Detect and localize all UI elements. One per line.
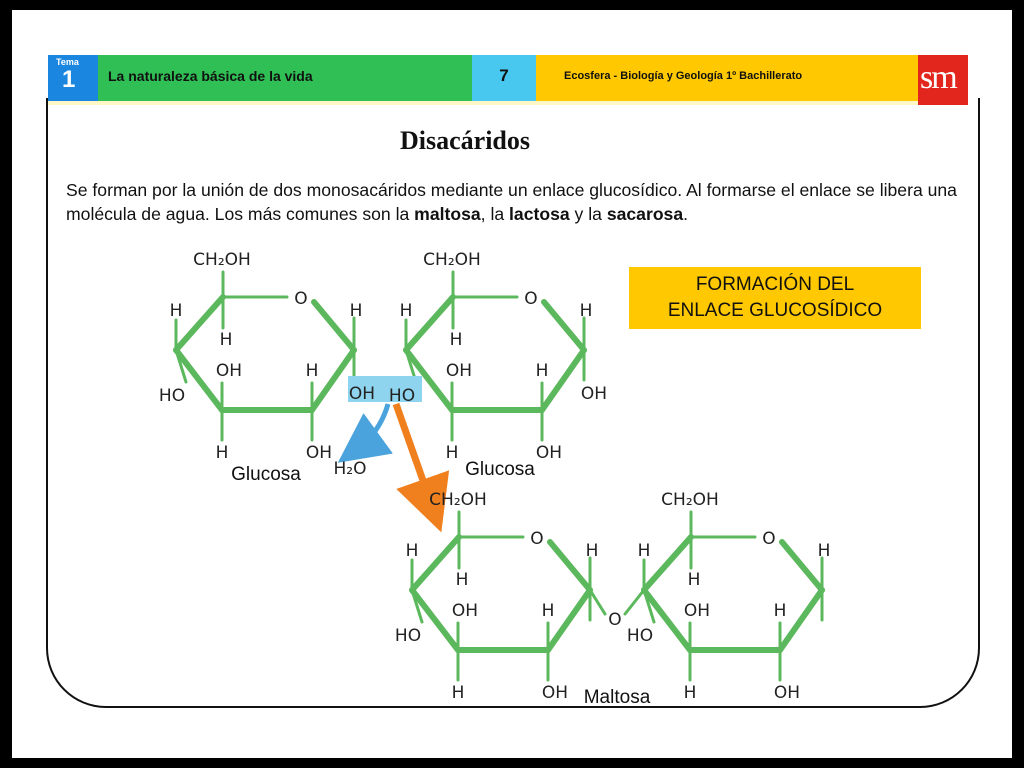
glucose-2-h2-label: H <box>535 361 549 381</box>
maltose-ring-2-bond-c4-c5 <box>644 537 691 590</box>
glycosidic-bond-right <box>625 590 644 614</box>
glycosidic-oxygen: O <box>608 610 622 630</box>
tema-number: 1 <box>62 66 76 93</box>
product-arrow <box>396 404 432 506</box>
para-part1: Se forman por la unión de dos monosacáridos mediante un enlace glucosídico. Al formarse el enlace se libera una molécula de agua. Los más comunes son la <box>66 180 957 224</box>
glucose-2-ho4-label: HO <box>388 386 416 406</box>
glucose-1-oh2-label: OH <box>305 443 333 463</box>
maltose-ring-2-oh3-label: OH <box>683 601 711 621</box>
unit-title: La naturaleza básica de la vida <box>108 68 313 84</box>
maltose-label: Maltosa <box>583 687 651 708</box>
maltose-ring-2-h1-label: H <box>817 541 831 561</box>
glucose-1-h1-label: H <box>349 301 363 321</box>
glucose-2-label: Glucosa <box>465 459 535 480</box>
maltose-ring-1-oh2-label: OH <box>541 683 569 703</box>
para-part3: y la <box>569 204 607 224</box>
glucose-1-c1-sub-label: OH <box>348 384 376 404</box>
glucose-1-h2-label: H <box>305 361 319 381</box>
maltose-ring-1-bond-c4-c5 <box>412 537 459 590</box>
maltose-ring-2-ring-oxygen: O <box>762 529 776 549</box>
maltose-ring-2-ch2oh-label: CH₂OH <box>661 490 719 510</box>
maltose-ring-1-h3-label: H <box>451 683 465 703</box>
glucose-2-oh2-label: OH <box>535 443 563 463</box>
maltose-ring-1-ho4-label: HO <box>394 626 422 646</box>
badge-line1: FORMACIÓN DEL <box>695 274 855 295</box>
maltose-ring-2-h3-label: H <box>683 683 697 703</box>
page-number: 7 <box>499 66 509 85</box>
water-label: H₂O <box>333 459 367 479</box>
maltose-ring-1-ch2oh-label: CH₂OH <box>429 490 487 510</box>
water-release-arrow <box>358 404 388 448</box>
para-part4: . <box>683 204 689 224</box>
maltose-ring-1-h2-label: H <box>541 601 555 621</box>
book-title: Ecosfera - Biología y Geología 1º Bachillerato <box>564 70 803 82</box>
maltose-ring-2-oh2-label: OH <box>773 683 801 703</box>
maltose-ring-2-h2-label: H <box>773 601 787 621</box>
glucose-1-h4-label: H <box>169 301 183 321</box>
maltose-ring-2-h5-label: H <box>687 570 701 590</box>
glucose-1-oh3-label: OH <box>215 361 243 381</box>
maltose-ring-2-h4-label: H <box>637 541 651 561</box>
maltose-ring-1-ring-oxygen: O <box>530 529 544 549</box>
page-title: Disacáridos <box>400 126 530 155</box>
maltose-ring-2-bond-o-c1 <box>782 542 822 590</box>
glucose-1-ring-oxygen: O <box>294 289 308 309</box>
glucose-1-ch2oh-label: CH₂OH <box>193 250 251 270</box>
glucose-1-ho4-label: HO <box>158 386 186 406</box>
glucose-1-bond-c4-c5 <box>176 297 223 350</box>
maltose-ring-1-oh3-label: OH <box>451 601 479 621</box>
badge-line2: ENLACE GLUCOSÍDICO <box>667 300 883 321</box>
glucose-2-h4-label: H <box>399 301 413 321</box>
glucose-2-oh3-label: OH <box>445 361 473 381</box>
glucose-2-bond-c4-c5 <box>406 297 453 350</box>
maltose-ring-1-h5-label: H <box>455 570 469 590</box>
glucose-2-bond-o-c1 <box>544 302 584 350</box>
sacarosa-term: sacarosa <box>606 204 684 224</box>
glycosidic-bond-left <box>590 590 605 614</box>
glucose-2-c1-sub-label: OH <box>580 384 608 404</box>
maltose-ring-1-bond-o-c1 <box>550 542 590 590</box>
lactosa-term: lactosa <box>509 204 570 224</box>
glucose-2-ch2oh-label: CH₂OH <box>423 250 481 270</box>
maltose-ring-2-ho4-label: HO <box>626 626 654 646</box>
maltose-ring-1-h1-label: H <box>585 541 599 561</box>
label-layer <box>159 250 1024 768</box>
glucose-1-h3-label: H <box>215 443 229 463</box>
glucose-1-bond-o-c1 <box>314 302 354 350</box>
maltose-ring-1-h4-label: H <box>405 541 419 561</box>
glucose-2-h5-label: H <box>449 330 463 350</box>
glucose-1-label: Glucosa <box>231 464 301 485</box>
maltosa-term: maltosa <box>414 204 481 224</box>
glucose-1-h5-label: H <box>219 330 233 350</box>
glucose-2-h1-label: H <box>579 301 593 321</box>
glucose-2-h3-label: H <box>445 443 459 463</box>
publisher-logo-text: sm <box>920 59 956 96</box>
para-part2: , la <box>480 204 510 224</box>
tema-label: Tema <box>56 57 79 67</box>
glucose-2-ring-oxygen: O <box>524 289 538 309</box>
